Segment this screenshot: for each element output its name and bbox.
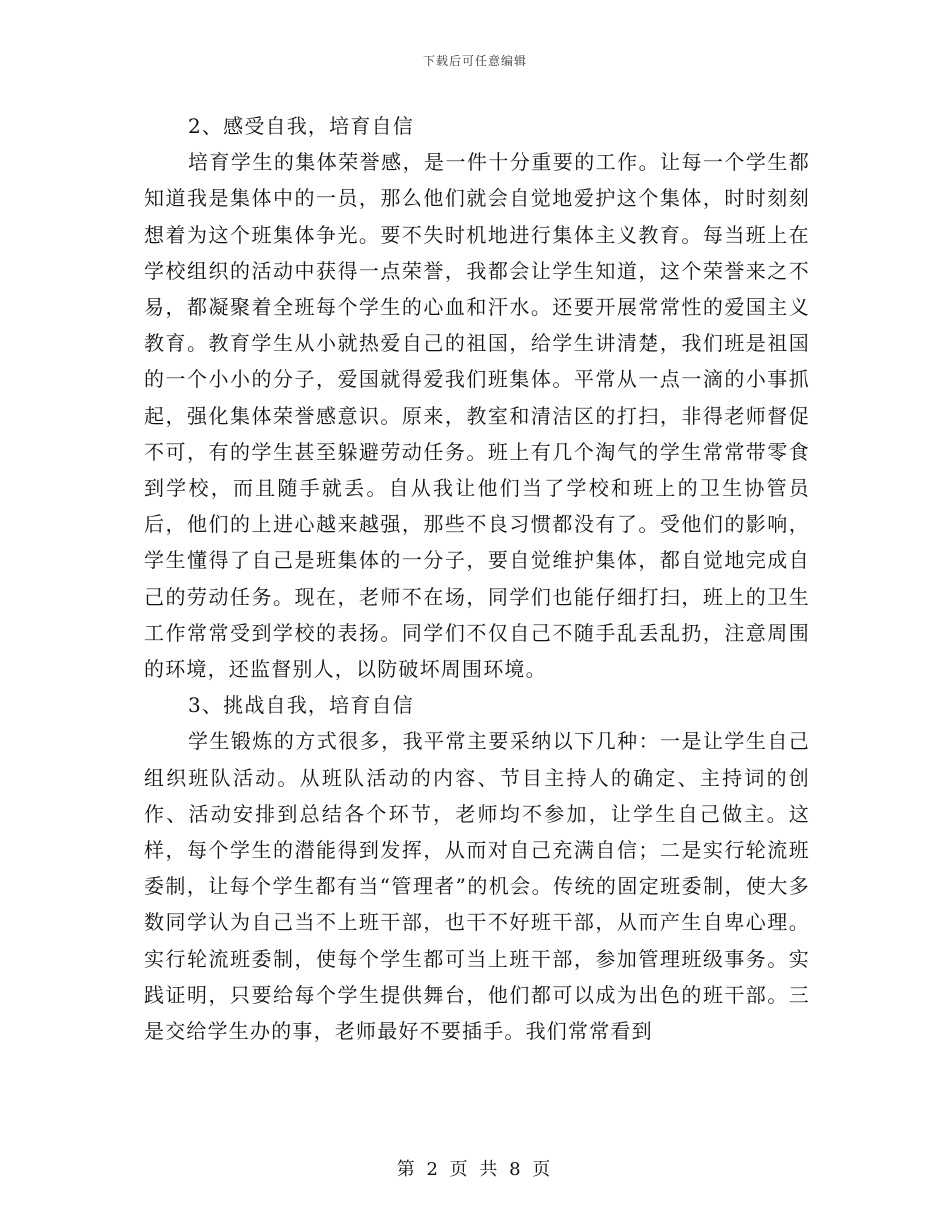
page-footer: 第 2 页 共 8 页 — [396, 1159, 554, 1180]
section-heading-3: 3、挑战自我，培育自信 — [188, 693, 414, 718]
page-header: 下载后可任意编辑 — [422, 54, 527, 68]
section-paragraph-2: 培育学生的集体荣誉感，是一件十分重要的工作。让每一个学生都知道我是集体中的一员，那么他们就会自觉地爱护这个集体，时时刻刻想着为这个班集体争光。要不失时机地进行集体主义教育。每当班上在学校组织的活动中获得一点荣誉，我都会让学生知道，这个荣誉来之不易，都凝聚着全班每个学生的心血和汗水。还要开展常常性的爱国主义教育。教育学生从小就热爱自己的祖国，给学生讲清楚，我们班是祖国的一个小小的分子，爱国就得爱我们班集体。平常从一点一滴的小事抓起，强化集体荣誉感意识。原来，教室和清洁区的打扫，非得老师督促不可，有的学生甚至躲避劳动任务。班上有几个淘气的学生常常带零食到学校，而且随手就丢。自从我让他们当了学校和班上的卫生协管员后，他们的上进心越来越强，那些不良习惯都没有了。受他们的影响，学生懂得了自己是班集体的一分子，要自觉维护集体，都自觉地完成自己的劳动任务。现在，老师不在场，同学们也能仔细打扫，班上的卫生工作常常受到学校的表扬。同学们不仅自己不随手乱丢乱扔，注意周围的环境，还监督别人，以防破坏周围环境。 — [144, 150, 810, 682]
document-body — [144, 108, 810, 1049]
section-heading-2: 2、感受自我，培育自信 — [188, 114, 414, 138]
section-paragraph-3: 学生锻炼的方式很多，我平常主要采纳以下几种：一是让学生自己组织班队活动。从班队活动的内容、节目主持人的确定、主持词的创作、活动安排到总结各个环节，老师均不参加，让学生自己做主。这样，每个学生的潜能得到发挥，从而对自己充满自信；二是实行轮流班委制，让每个学生都有当“管理者”的机会。传统的固定班委制，使大多数同学认为自己当不上班干部，也干不好班干部，从而产生自卑心理。实行轮流班委制，使每个学生都可当上班干部，参加管理班级事务。实践证明，只要给每个学生提供舞台，他们都可以成为出色的班干部。三是交给学生办的事，老师最好不要插手。我们常常看到 — [144, 729, 810, 1044]
